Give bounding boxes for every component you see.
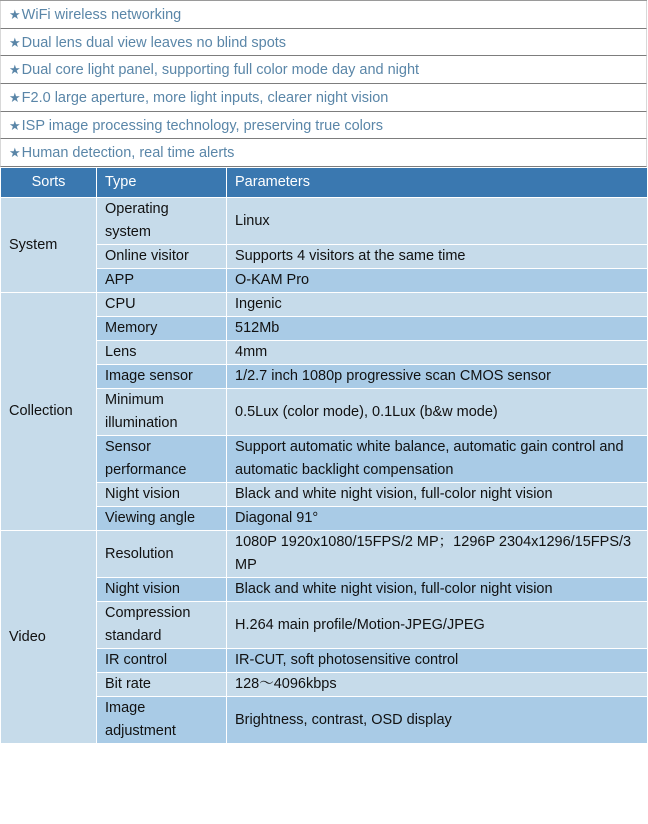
header-sorts: Sorts <box>1 168 97 198</box>
value-cell: Diagonal 91° <box>227 507 648 531</box>
value-cell: Support automatic white balance, automatic gain control and automatic backlight compensation <box>227 436 648 483</box>
value-cell: Black and white night vision, full-color night vision <box>227 578 648 602</box>
table-row <box>1 365 648 389</box>
type-cell: Operating system <box>97 198 227 245</box>
table-row <box>1 697 648 744</box>
type-cell: Lens <box>97 341 227 365</box>
spec-table <box>0 167 648 744</box>
value-cell: 512Mb <box>227 317 648 341</box>
sort-label: Collection <box>1 293 97 531</box>
table-row <box>1 389 648 436</box>
type-cell: Bit rate <box>97 673 227 697</box>
type-cell: Resolution <box>97 531 227 578</box>
feature-item <box>0 56 647 84</box>
type-cell: Memory <box>97 317 227 341</box>
value-cell: 0.5Lux (color mode), 0.1Lux (b&w mode) <box>227 389 648 436</box>
sort-label: Video <box>1 531 97 744</box>
type-cell: APP <box>97 269 227 293</box>
star-icon: ★ <box>9 145 21 161</box>
table-row <box>1 531 648 578</box>
feature-text: Dual lens dual view leaves no blind spots <box>21 34 287 51</box>
value-cell: IR-CUT, soft photosensitive control <box>227 649 648 673</box>
table-header-row <box>1 168 648 198</box>
table-row <box>1 245 648 269</box>
star-icon: ★ <box>9 7 21 22</box>
feature-text: F2.0 large aperture, more light inputs, clearer night vision <box>21 90 389 107</box>
table-row <box>1 436 648 483</box>
value-cell: Black and white night vision, full-color night vision <box>227 483 648 507</box>
table-row <box>1 269 648 293</box>
value-cell: Linux <box>227 198 648 245</box>
table-row <box>1 198 648 245</box>
value-cell: H.264 main profile/Motion-JPEG/JPEG <box>227 602 648 649</box>
type-cell: Viewing angle <box>97 507 227 531</box>
type-cell: Image sensor <box>97 365 227 389</box>
type-cell: IR control <box>97 649 227 673</box>
star-icon: ★ <box>9 90 21 106</box>
type-cell: CPU <box>97 293 227 317</box>
value-cell: 1080P 1920x1080/15FPS/2 MP；1296P 2304x1296/15FPS/3 MP <box>227 531 648 578</box>
value-cell: Ingenic <box>227 293 648 317</box>
table-row <box>1 602 648 649</box>
table-row <box>1 507 648 531</box>
feature-list <box>0 0 647 167</box>
type-cell: Sensor performance <box>97 436 227 483</box>
feature-item <box>0 1 647 29</box>
type-cell: Compression standard <box>97 602 227 649</box>
type-cell: Minimum illumination <box>97 389 227 436</box>
feature-text: Human detection, real time alerts <box>21 145 235 162</box>
value-cell: 4mm <box>227 341 648 365</box>
table-row <box>1 483 648 507</box>
star-icon: ★ <box>9 62 21 78</box>
value-cell: O-KAM Pro <box>227 269 648 293</box>
star-icon: ★ <box>9 117 21 133</box>
table-row <box>1 673 648 697</box>
type-cell: Image adjustment <box>97 697 227 744</box>
table-row <box>1 293 648 317</box>
value-cell: 1/2.7 inch 1080p progressive scan CMOS sensor <box>227 365 648 389</box>
feature-item <box>0 112 647 140</box>
table-row <box>1 317 648 341</box>
feature-text: WiFi wireless networking <box>21 7 182 23</box>
feature-item <box>0 84 647 112</box>
table-row <box>1 341 648 365</box>
table-row <box>1 578 648 602</box>
feature-item <box>0 29 647 57</box>
header-type: Type <box>97 168 227 198</box>
value-cell: Supports 4 visitors at the same time <box>227 245 648 269</box>
value-cell: 128～4096kbps <box>227 673 648 697</box>
sort-label: System <box>1 198 97 293</box>
header-parameters: Parameters <box>227 168 648 198</box>
table-row <box>1 649 648 673</box>
value-cell: Brightness, contrast, OSD display <box>227 697 648 744</box>
star-icon: ★ <box>9 34 21 50</box>
type-cell: Night vision <box>97 578 227 602</box>
feature-text: ISP image processing technology, preserving true colors <box>21 117 384 134</box>
type-cell: Online visitor <box>97 245 227 269</box>
feature-item <box>0 139 647 167</box>
type-cell: Night vision <box>97 483 227 507</box>
feature-text: Dual core light panel, supporting full color mode day and night <box>21 62 420 79</box>
